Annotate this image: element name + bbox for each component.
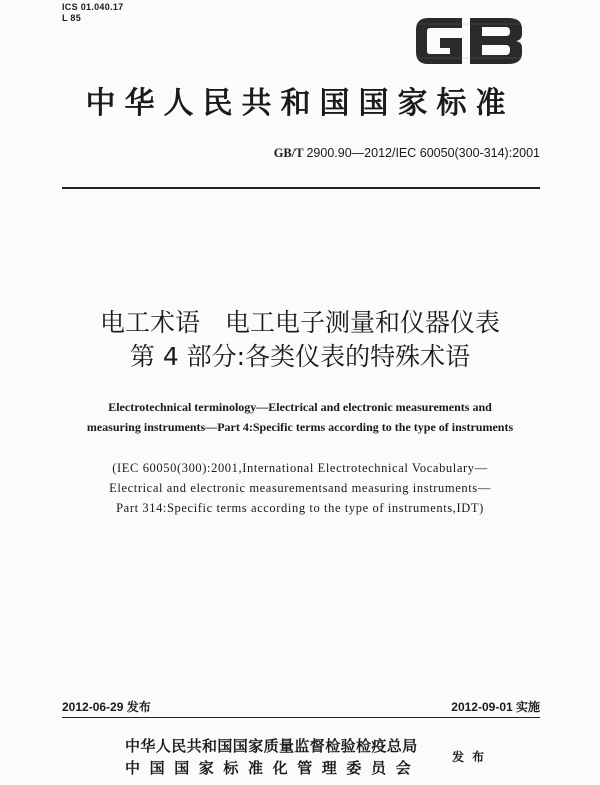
header-divider — [62, 187, 540, 189]
classification-codes — [62, 2, 123, 24]
issue-word: 发布 — [452, 750, 493, 764]
ics-code: ICS 01.040.17 — [62, 2, 124, 12]
issuer-line2: 中国国家标准化管理委员会 — [125, 759, 421, 777]
issuer-line1: 中华人民共和国国家质量监督检验检疫总局 — [125, 737, 418, 755]
standard-number-rest: 2900.90—2012/IEC 60050(300-314):2001 — [306, 146, 540, 160]
ccs-code: L 85 — [62, 13, 82, 23]
iec-reference-line3: Part 314:Specific terms according to the type of instruments,IDT) — [116, 501, 484, 515]
chinese-title-line2: 第 4 部分:各类仪表的特殊术语 — [129, 342, 471, 371]
standard-number — [274, 146, 540, 161]
implement-date: 2012-09-01 实施 — [451, 700, 540, 714]
gb-logo-icon — [410, 10, 528, 72]
chinese-title-line1: 电工术语 电工电子测量和仪器仪表 — [99, 308, 500, 337]
iec-reference-line2: Electrical and electronic measurementsand measuring instruments— — [109, 481, 491, 495]
footer-divider — [62, 717, 540, 718]
standard-number-prefix: GB/T — [273, 146, 304, 160]
publish-date: 2012-06-29 发布 — [62, 700, 151, 714]
standard-type-title: 中华人民共和国国家标准 — [85, 86, 515, 121]
iec-reference-line1: (IEC 60050(300):2001,International Electrotechnical Vocabulary— — [112, 461, 488, 475]
english-title-line2: measuring instruments—Part 4:Specific terms according to the type of instruments — [86, 420, 514, 434]
english-title-line1: Electrotechnical terminology—Electrical and electronic measurements and — [108, 400, 492, 414]
